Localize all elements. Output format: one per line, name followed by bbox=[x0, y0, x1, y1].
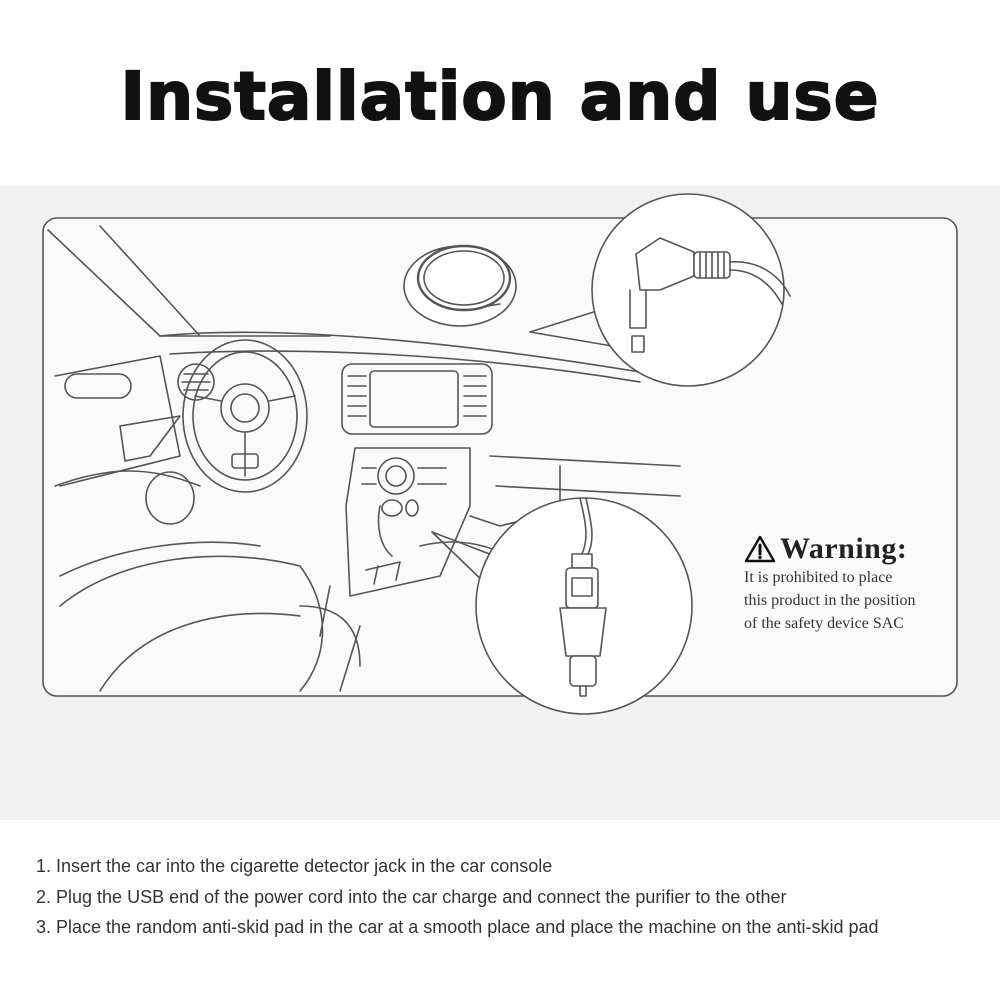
warning-triangle-icon bbox=[744, 535, 776, 563]
step-item: 1. Insert the car into the cigarette detector jack in the car console bbox=[36, 856, 553, 876]
cable-coil bbox=[694, 252, 730, 278]
instruction-steps bbox=[36, 851, 986, 943]
step-item: 2. Plug the USB end of the power cord into the car charge and connect the purifier to the other bbox=[36, 886, 787, 907]
page-title: Installation and use bbox=[120, 58, 880, 135]
step-item: 3. Place the random anti-skid pad in the car at a smooth place and place the machine on the anti-skid pad bbox=[36, 917, 879, 937]
purifier-device-icon bbox=[404, 246, 516, 326]
warning-line: this product in the position bbox=[744, 592, 916, 609]
warning-note bbox=[744, 532, 984, 635]
warning-heading bbox=[744, 532, 984, 566]
warning-line: It is prohibited to place bbox=[744, 569, 893, 586]
warning-heading-text: Warning: bbox=[780, 532, 908, 565]
car-interior-illustration bbox=[0, 186, 1000, 820]
warning-line: of the safety device SAC bbox=[744, 615, 904, 632]
illustration-panel bbox=[0, 186, 1000, 820]
